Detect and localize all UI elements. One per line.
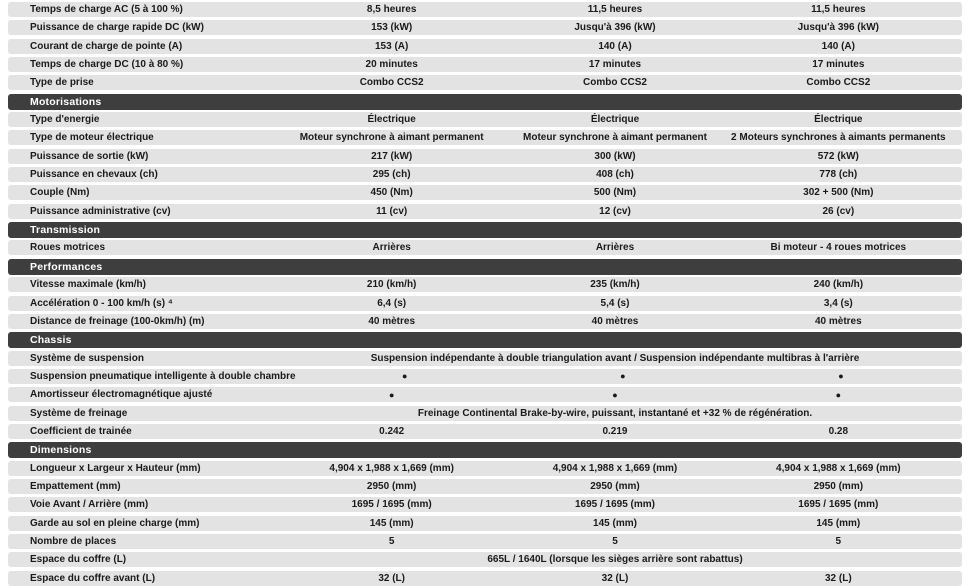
- row-value: Moteur synchrone à aimant permanent: [299, 132, 484, 144]
- row-value: 1695 / 1695 (mm): [798, 499, 879, 511]
- row-value: 2950 (mm): [813, 480, 864, 492]
- row-value: 145 (mm): [816, 517, 861, 529]
- row-label: Puissance de charge rapide DC (kW): [30, 22, 204, 34]
- table-row: [8, 497, 962, 512]
- row-value: 300 (kW): [594, 150, 636, 162]
- section-header-motorisations: [8, 94, 962, 110]
- row-label: Type de moteur électrique: [30, 132, 154, 144]
- section-header-chassis: [8, 332, 962, 348]
- row-label: Espace du coffre avant (L): [30, 572, 156, 584]
- row-value: 32 (L): [378, 572, 405, 584]
- table-row: [8, 552, 962, 567]
- feature-included-dot: ●: [838, 371, 844, 382]
- row-label: Couple (Nm): [30, 187, 90, 199]
- row-value: 2950 (mm): [366, 480, 417, 492]
- table-row: [8, 351, 962, 366]
- feature-included-dot: ●: [835, 389, 842, 400]
- row-value: Électrique: [590, 114, 640, 126]
- row-label: Puissance de sortie (kW): [30, 150, 149, 162]
- row-value: 4,904 x 1,988 x 1,669 (mm): [776, 462, 901, 474]
- row-value: 6,4 (s): [377, 297, 407, 309]
- row-value: Arrières: [595, 242, 635, 254]
- table-row: [8, 2, 962, 17]
- row-value: 500 (Nm): [593, 187, 637, 199]
- row-value: 32 (L): [824, 572, 852, 584]
- row-value: 240 (km/h): [813, 279, 864, 291]
- section-title: Dimensions: [30, 444, 92, 457]
- row-label: Puissance en chevaux (ch): [30, 169, 158, 181]
- row-value: 5: [612, 535, 618, 547]
- row-value: 0.242: [379, 425, 405, 437]
- table-row: [8, 149, 962, 164]
- row-value: 295 (ch): [372, 169, 411, 181]
- row-value: 5: [388, 535, 395, 547]
- row-value: 40 mètres: [368, 315, 416, 327]
- row-label: Distance de freinage (100-0km/h) (m): [30, 315, 205, 327]
- table-row: [8, 20, 962, 35]
- table-row: [8, 479, 962, 494]
- table-row: [8, 406, 962, 421]
- row-value: Moteur synchrone à aimant permanent: [523, 132, 707, 144]
- feature-included-dot: ●: [388, 389, 395, 400]
- row-value: 5,4 (s): [600, 297, 630, 309]
- row-value: 40 mètres: [814, 315, 862, 327]
- row-value: 17 minutes: [588, 59, 642, 71]
- row-value: Combo CCS2: [583, 77, 647, 89]
- row-value: 145 (mm): [593, 517, 637, 529]
- table-row: [8, 387, 962, 402]
- table-row: [8, 240, 962, 255]
- row-value: Bi moteur - 4 roues motrices: [770, 242, 907, 254]
- feature-included-dot: ●: [401, 371, 408, 382]
- row-label: Temps de charge AC (5 à 100 %): [30, 4, 183, 15]
- row-label: Empattement (mm): [30, 480, 121, 492]
- row-label: Amortisseur électromagnétique ajusté: [30, 389, 213, 401]
- row-value: Jusqu'à 396 (kW): [797, 22, 879, 34]
- row-label: Nombre de places: [30, 535, 117, 547]
- row-value: Électrique: [814, 114, 863, 126]
- row-label: Courant de charge de pointe (A): [30, 40, 183, 52]
- table-row: [8, 75, 962, 90]
- feature-included-dot: ●: [612, 389, 618, 400]
- row-label: Voie Avant / Arrière (mm): [30, 499, 149, 511]
- row-label: Système de suspension: [30, 352, 144, 364]
- row-label: Vitesse maximale (km/h): [30, 279, 146, 291]
- table-row: [8, 39, 962, 54]
- row-value: Combo CCS2: [806, 77, 871, 89]
- row-value: 0.28: [828, 425, 849, 437]
- row-value: 572 (kW): [817, 150, 859, 162]
- row-value: 3,4 (s): [823, 297, 853, 309]
- section-header-dimensions: [8, 442, 962, 458]
- row-value: 8,5 heures: [366, 4, 417, 15]
- section-header-performances: [8, 259, 962, 275]
- table-row: [8, 185, 962, 200]
- row-value: Jusqu'à 396 (kW): [574, 22, 656, 34]
- row-label: Type d'energie: [30, 114, 100, 126]
- table-row: [8, 424, 962, 439]
- row-value: 2 Moteurs synchrones à aimants permanents: [731, 132, 946, 144]
- table-row: [8, 314, 962, 329]
- section-title: Transmission: [30, 224, 101, 237]
- table-row: [8, 369, 962, 384]
- row-value: 11,5 heures: [811, 4, 866, 15]
- row-value: 4,904 x 1,988 x 1,669 (mm): [552, 462, 678, 474]
- row-label: Temps de charge DC (10 à 80 %): [30, 59, 184, 71]
- row-value: 1695 / 1695 (mm): [574, 499, 656, 511]
- row-value: 12 (cv): [599, 205, 631, 217]
- table-row: [8, 296, 962, 311]
- table-row: [8, 204, 962, 219]
- row-value: Combo CCS2: [359, 77, 424, 89]
- row-value: 145 (mm): [369, 517, 414, 529]
- row-label: Accélération 0 - 100 km/h (s) ⁴: [30, 297, 173, 309]
- row-value: 153 (kW): [371, 22, 413, 34]
- feature-included-dot: ●: [620, 371, 626, 382]
- section-title: Performances: [30, 260, 103, 273]
- table-row: [8, 130, 962, 145]
- table-row: [8, 534, 962, 549]
- row-label: Coefficient de trainée: [30, 425, 132, 437]
- row-label: Garde au sol en pleine charge (mm): [30, 517, 200, 529]
- row-label: Type de prise: [30, 77, 94, 89]
- row-value: 778 (ch): [819, 169, 858, 181]
- row-value: 5: [835, 535, 842, 547]
- row-value: 20 minutes: [365, 59, 418, 71]
- row-value: 1695 / 1695 (mm): [351, 499, 432, 511]
- row-value: 450 (Nm): [370, 187, 413, 199]
- row-label: Suspension pneumatique intelligente à double chambre: [30, 370, 296, 382]
- row-value: 140 (A): [598, 40, 632, 52]
- row-value: 408 (ch): [596, 169, 634, 181]
- row-value-span: 665L / 1640L (lorsque les sièges arrière sont rabattus): [487, 554, 743, 566]
- table-row: [8, 277, 962, 292]
- row-value-span: Suspension indépendante à double triangulation avant / Suspension indépendante multibras à l'arrière: [370, 352, 860, 364]
- row-value: 2950 (mm): [590, 480, 640, 492]
- row-value: 217 (kW): [371, 150, 413, 162]
- row-value: 26 (cv): [822, 205, 855, 217]
- row-value: 153 (A): [374, 40, 409, 52]
- row-value: 302 + 500 (Nm): [803, 187, 874, 199]
- row-value: 140 (A): [821, 40, 855, 52]
- row-value: 11 (cv): [376, 205, 408, 217]
- row-label: Roues motrices: [30, 242, 106, 254]
- row-value: 17 minutes: [812, 59, 865, 71]
- row-value: 4,904 x 1,988 x 1,669 (mm): [329, 462, 454, 474]
- row-value-span: Freinage Continental Brake-by-wire, puissant, instantané et +32 % de régénération.: [417, 407, 813, 419]
- table-row: [8, 167, 962, 182]
- table-row: [8, 516, 962, 531]
- row-label: Puissance administrative (cv): [30, 205, 171, 217]
- section-header-transmission: [8, 222, 962, 238]
- section-title: Chassis: [30, 334, 72, 347]
- row-value: 11,5 heures: [587, 4, 643, 15]
- row-value: 40 mètres: [591, 315, 639, 327]
- row-value: Électrique: [367, 114, 416, 126]
- row-value: 0.219: [602, 425, 628, 437]
- row-value: Arrières: [372, 242, 411, 254]
- row-label: Système de freinage: [30, 407, 128, 419]
- row-value: 32 (L): [601, 572, 629, 584]
- row-label: Espace du coffre (L): [30, 554, 127, 566]
- table-row: [8, 112, 962, 127]
- row-value: 210 (km/h): [366, 279, 417, 291]
- row-label: Longueur x Largeur x Hauteur (mm): [30, 462, 201, 474]
- row-value: 235 (km/h): [590, 279, 640, 291]
- table-row: [8, 57, 962, 72]
- table-row: [8, 461, 962, 476]
- table-row: [8, 571, 962, 586]
- section-title: Motorisations: [30, 95, 102, 108]
